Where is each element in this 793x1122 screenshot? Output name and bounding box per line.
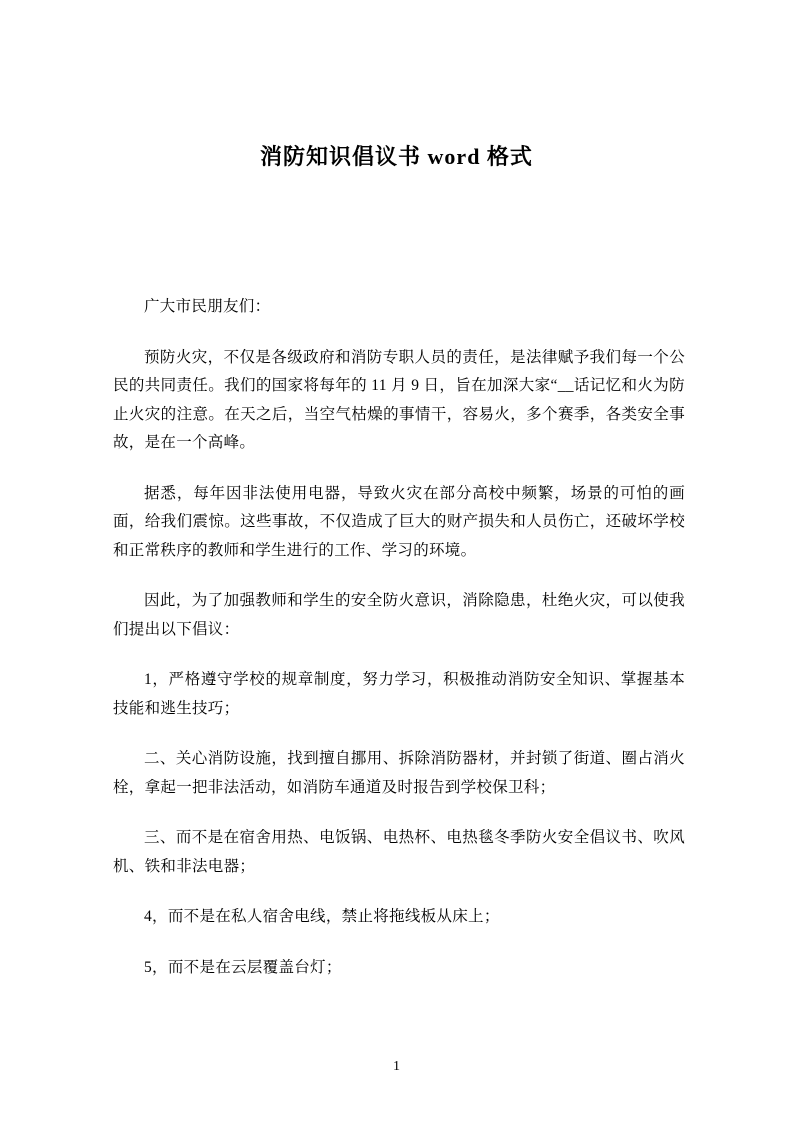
page-number: 1 bbox=[393, 1059, 400, 1074]
paragraph-item-1: 1，严格遵守学校的规章制度，努力学习，积极推动消防安全知识、掌握基本技能和逃生技巧； bbox=[113, 671, 685, 717]
paragraph-item-3: 三、而不是在宿舍用热、电饭锅、电热杯、电热毯冬季防火安全倡议书、吹风机、铁和非法电器； bbox=[113, 829, 685, 875]
paragraph-item-4: 4，而不是在私人宿舍电线，禁止将拖线板从床上； bbox=[144, 908, 500, 925]
paragraph-item-5: 5，而不是在云层覆盖台灯； bbox=[144, 958, 342, 976]
document-title: 消防知识倡议书 word 格式 bbox=[260, 144, 533, 169]
paragraph-intro: 预防火灾，不仅是各级政府和消防专职人员的责任，是法律赋予我们每一个公民的共同责任。我们的国家将每年的 11 月 9 日，旨在加深大家“__话记忆和火为防止火灾的注意。在天之后，当空气枯燥的事情干，容易火，多个赛季，各类安全事故，是在一个高峰。 bbox=[113, 348, 685, 451]
paragraph-salutation: 广大市民朋友们： bbox=[144, 298, 271, 315]
paragraph-background: 据悉，每年因非法使用电器，导致火灾在部分高校中频繁，场景的可怕的画面，给我们震惊。这些事故，不仅造成了巨大的财产损失和人员伤亡，还破坏学校和正常秩序的教师和学生进行的工作、学习的环境。 bbox=[113, 484, 685, 559]
paragraph-purpose: 因此，为了加强教师和学生的安全防火意识，消除隐患，杜绝火灾，可以使我们提出以下倡议： bbox=[113, 592, 685, 638]
document-body bbox=[0, 293, 793, 982]
paragraph-item-2: 二、关心消防设施，找到擅自挪用、拆除消防器材，并封锁了街道、圈占消火栓，拿起一把非法活动，如消防车通道及时报告到学校保卫科； bbox=[113, 750, 685, 796]
